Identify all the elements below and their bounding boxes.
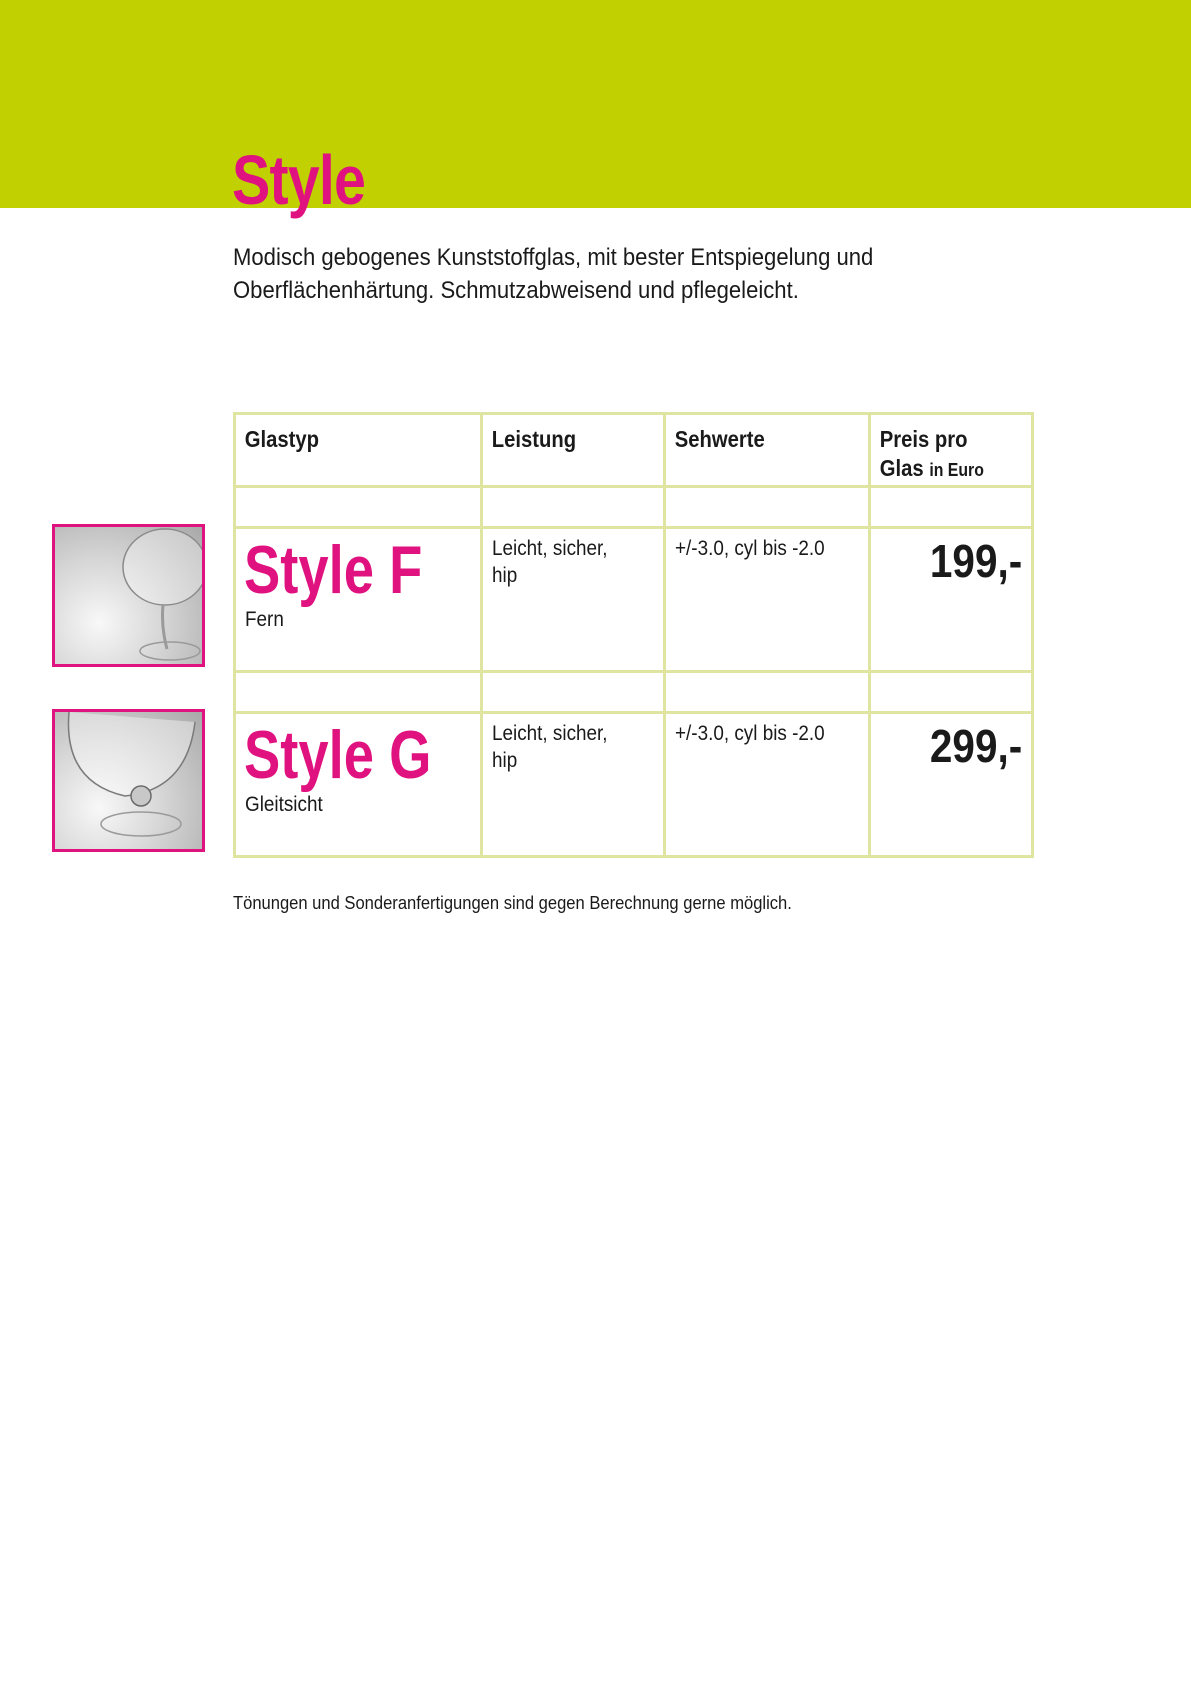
preis-cell — [870, 713, 1033, 857]
product-name: Style G — [244, 717, 432, 793]
product-price: 299,- — [930, 720, 1023, 772]
preis-header-unit: in Euro — [929, 460, 985, 480]
header-cell-leistung: Leistung — [482, 414, 665, 487]
table-row-style-g — [235, 713, 1033, 857]
header-cell-glastyp: Glastyp — [235, 414, 482, 487]
sehwerte-cell: +/-3.0, cyl bis -2.0 — [665, 528, 870, 672]
header-cell-sehwerte: Sehwerte — [665, 414, 870, 487]
table-spacer-row — [235, 672, 1033, 713]
sehwerte-cell: +/-3.0, cyl bis -2.0 — [665, 713, 870, 857]
leistung-cell: Leicht, sicher, hip — [482, 713, 665, 857]
header-band — [0, 0, 1191, 208]
table-row-style-f — [235, 528, 1033, 672]
style-g-glass-image — [52, 709, 205, 852]
page-title: Style — [232, 141, 366, 219]
table-header-row — [235, 414, 1033, 487]
header-cell-preis — [870, 414, 1033, 487]
intro-text: Modisch gebogenes Kunststoffglas, mit bester Entspiegelung und Oberflächenhärtung. Schmutzabweisend und pflegeleicht. — [233, 244, 874, 304]
product-name: Style F — [244, 532, 423, 608]
style-f-glass-image — [52, 524, 205, 667]
glastyp-cell — [235, 528, 482, 672]
preis-header-main: Preis pro — [880, 426, 968, 452]
preis-header-glas: Glas — [880, 455, 925, 481]
product-subtitle: Fern — [245, 608, 284, 631]
footnote: Tönungen und Sonderanfertigungen sind gegen Berechnung gerne möglich. — [233, 893, 792, 913]
glastyp-cell — [235, 713, 482, 857]
leistung-cell: Leicht, sicher, hip — [482, 528, 665, 672]
product-subtitle: Gleitsicht — [245, 793, 323, 816]
table-spacer-row — [235, 487, 1033, 528]
product-price: 199,- — [930, 535, 1023, 587]
preis-cell — [870, 528, 1033, 672]
price-table — [233, 412, 1034, 858]
